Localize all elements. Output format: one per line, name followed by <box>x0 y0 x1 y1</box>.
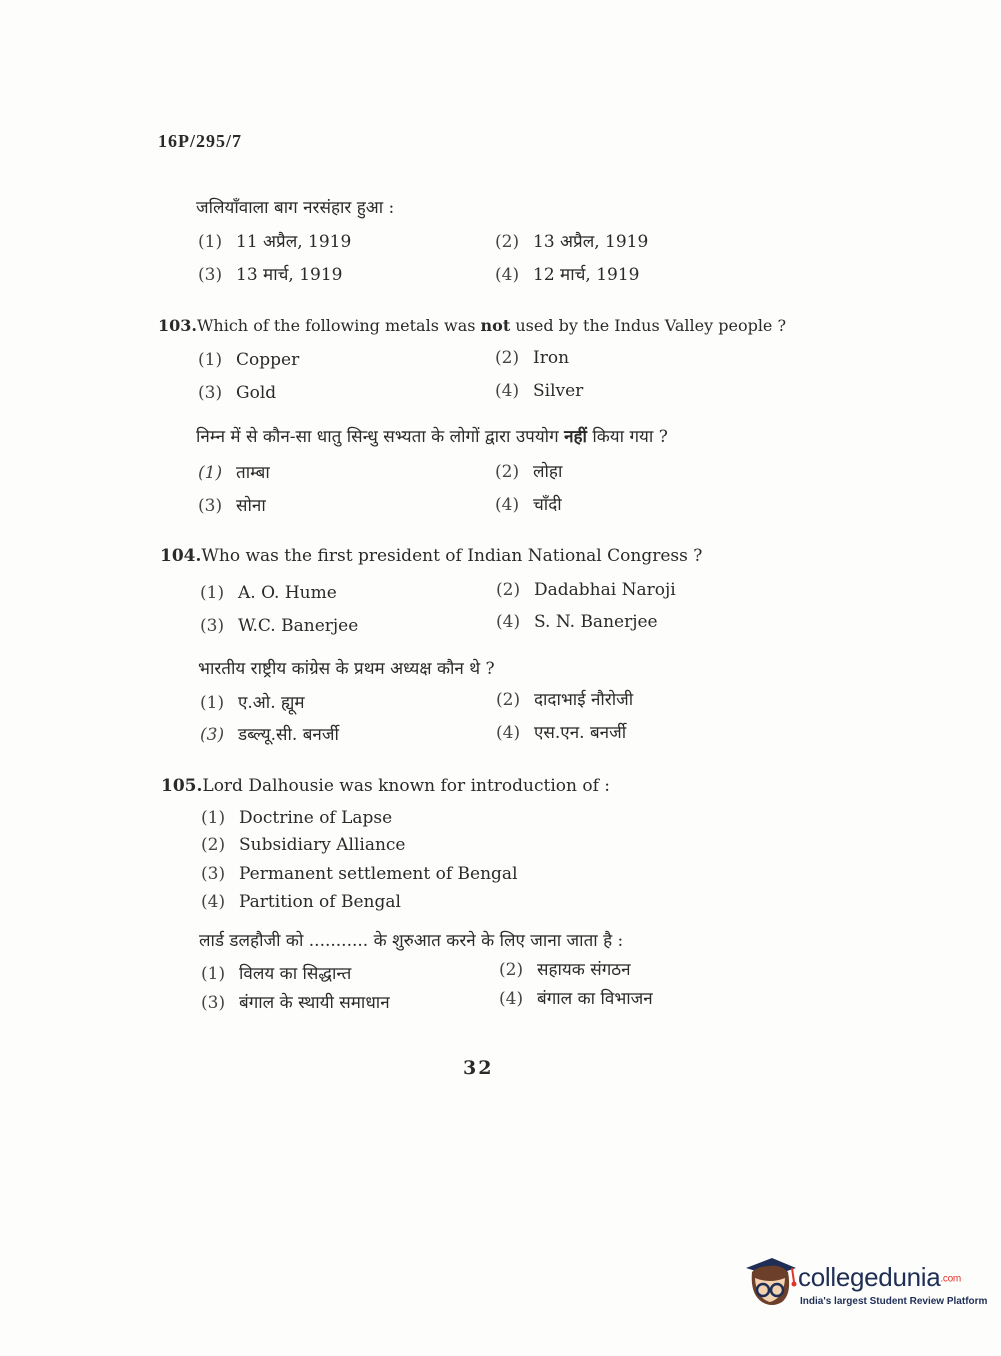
q102-hindi-option-3: (3) 13 मार्च, 1919 <box>198 265 343 285</box>
q104-hindi-option-1: (1) ए.ओ. ह्यूम <box>200 693 305 713</box>
q105-option-2: (2) Subsidiary Alliance <box>201 835 406 855</box>
q105-question: 105.Lord Dalhousie was known for introduction of : <box>161 776 611 796</box>
paper-code: 16P/295/7 <box>158 131 242 151</box>
q105-option-3: (3) Permanent settlement of Bengal <box>201 864 518 884</box>
q104-option-2: (2) Dadabhai Naroji <box>496 580 676 600</box>
q105-option-1: (1) Doctrine of Lapse <box>201 808 393 828</box>
q103-hindi-option-2: (2) लोहा <box>495 462 563 482</box>
q102-hindi-question: जलियाँवाला बाग नरसंहार हुआ : <box>196 198 395 218</box>
q102-hindi-option-1: (1) 11 अप्रैल, 1919 <box>198 232 352 252</box>
q105-option-4: (4) Partition of Bengal <box>201 892 401 912</box>
q104-option-1: (1) A. O. Hume <box>200 583 337 603</box>
q104-hindi-question: भारतीय राष्ट्रीय कांग्रेस के प्रथम अध्यक्ष कौन थे ? <box>198 659 495 679</box>
q104-option-3: (3) W.C. Banerjee <box>200 616 359 636</box>
q102-hindi-option-4: (4) 12 मार्च, 1919 <box>495 265 640 285</box>
logo-tagline: India's largest Student Review Platform <box>800 1296 988 1307</box>
collegedunia-logo <box>742 1250 988 1312</box>
q104-hindi-option-3: (3) डब्ल्यू.सी. बनर्जी <box>200 725 339 745</box>
q105-hindi-option-4: (4) बंगाल का विभाजन <box>499 989 653 1009</box>
q104-option-4: (4) S. N. Banerjee <box>496 612 658 632</box>
q102-hindi-option-2: (2) 13 अप्रैल, 1919 <box>495 232 649 252</box>
q103-option-3: (3) Gold <box>198 383 277 403</box>
q105-hindi-option-2: (2) सहायक संगठन <box>499 960 631 980</box>
q103-hindi-option-1: (1) ताम्बा <box>198 463 270 483</box>
q103-option-4: (4) Silver <box>495 381 584 401</box>
student-mascot-icon <box>742 1254 798 1310</box>
q103-question: 103.Which of the following metals was not used by the Indus Valley people ? <box>158 316 787 335</box>
q103-option-1: (1) Copper <box>198 350 300 370</box>
q103-hindi-question: निम्न में से कौन-सा धातु सिन्धु सभ्यता के लोगों द्वारा उपयोग नहीं किया गया ? <box>196 427 668 447</box>
q105-hindi-option-1: (1) विलय का सिद्धान्त <box>201 964 352 984</box>
page-number: 32 <box>463 1057 494 1079</box>
q103-hindi-option-3: (3) सोना <box>198 496 266 516</box>
q104-question: 104.Who was the first president of Indian National Congress ? <box>160 546 703 566</box>
q104-hindi-option-4: (4) एस.एन. बनर्जी <box>496 723 627 743</box>
logo-wordmark: collegedunia.com <box>798 1262 961 1292</box>
q103-hindi-option-4: (4) चाँदी <box>495 495 562 515</box>
q105-hindi-option-3: (3) बंगाल के स्थायी समाधान <box>201 993 390 1013</box>
q104-hindi-option-2: (2) दादाभाई नौरोजी <box>496 690 634 710</box>
q105-hindi-question: लार्ड डलहौजी को ........... के शुरुआत करने के लिए जाना जाता है : <box>199 931 624 951</box>
q103-option-2: (2) Iron <box>495 348 570 368</box>
